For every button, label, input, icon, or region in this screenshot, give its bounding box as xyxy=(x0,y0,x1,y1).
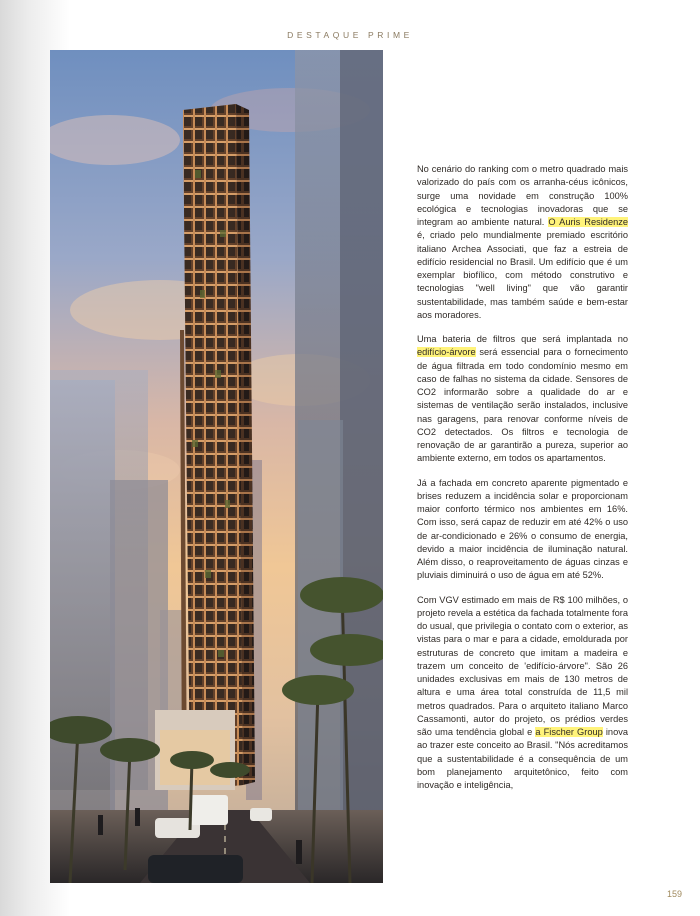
paragraph-4 xyxy=(417,594,628,793)
paragraph-4-text-b: inova ao trazer este conceito ao Brasil. "Nós acreditamos que a sustentabilidade é a consequência de um bom planejamento arquitetônico, feito com inovação e inteligência, xyxy=(417,727,628,790)
paragraph-3 xyxy=(417,477,628,583)
tower-rendering xyxy=(50,50,383,883)
highlight-edificio-arvore: edifício-árvore xyxy=(417,347,476,358)
paragraph-1-text-b: é, criado pelo mundialmente premiado escritório italiano Archea Associati, que faz a estreia de edifício residencial no Brasil. Um edifício que é um exemplar biofílico, com método construtivo e tecnologias "well living" que vão garantir sustentabilidade, mas também saúde e bem-estar aos moradores. xyxy=(417,230,628,320)
paragraph-3-text: Já a fachada em concreto aparente pigmentado e brises reduzem a incidência solar e proporcionam maior conforto térmico nos ambientes em 16%. Com isso, será capaz de reduzir em até 42% o uso de ar-condicionado e 26% o consumo de energia, devido a maior incidência de iluminação natural. Além disso, o reaproveitamento de águas cinzas e pluviais diminuirá o uso de água em até 52%. xyxy=(417,477,628,581)
paragraph-4-text-a: Com VGV estimado em mais de R$ 100 milhões, o projeto revela a estética da fachada totalmente fora do usual, que privilegia o contato com o exterior, as vistas para o mar e para a cidade, emoldurada por estruturas de concreto que imitam a madeira e trazem um conceito de 'edifício-árvore". São 26 unidades exclusivas em mais de 130 metros de altura e uma área total construída de 11,5 mil metros quadrados. Para o arquiteto italiano Marco Cassamonti, autor do projeto, os prédios verdes são uma tendência global e xyxy=(417,594,628,737)
highlight-fischer-group: a Fischer Group xyxy=(535,727,603,737)
article-body xyxy=(417,163,628,803)
page-number: 159 xyxy=(666,889,682,899)
paragraph-1 xyxy=(417,163,628,322)
paragraph-1-text-a: No cenário do ranking com o metro quadrado mais valorizado do país com os arranha-céus icônicos, surge uma novidade em construção 100% ecológica e tecnologias inovadoras que se integram ao ambiente natural. xyxy=(417,164,628,227)
paragraph-2 xyxy=(417,333,628,466)
highlight-auris-residenze: O Auris Residenze xyxy=(548,217,629,227)
paragraph-2-text-a: Uma bateria de filtros que será implantada no xyxy=(417,334,628,344)
hero-image xyxy=(50,50,383,883)
paragraph-2-text-b: será essencial para o fornecimento de água filtrada em todo condomínio mesmo em caso de falhas no sistema da cidade. Sensores de CO2 informarão sobre a qualidade do ar e sistemas de ventilação serão instalados, inclusive nas garagens, para renovar conforme níveis de CO2 detectados. Os filtros e tecnologia de renovação de ar garantirão a pureza, superior ao ambiente externo, em todos os apartamentos. xyxy=(417,347,628,464)
section-header: DESTAQUE PRIME xyxy=(287,30,413,40)
